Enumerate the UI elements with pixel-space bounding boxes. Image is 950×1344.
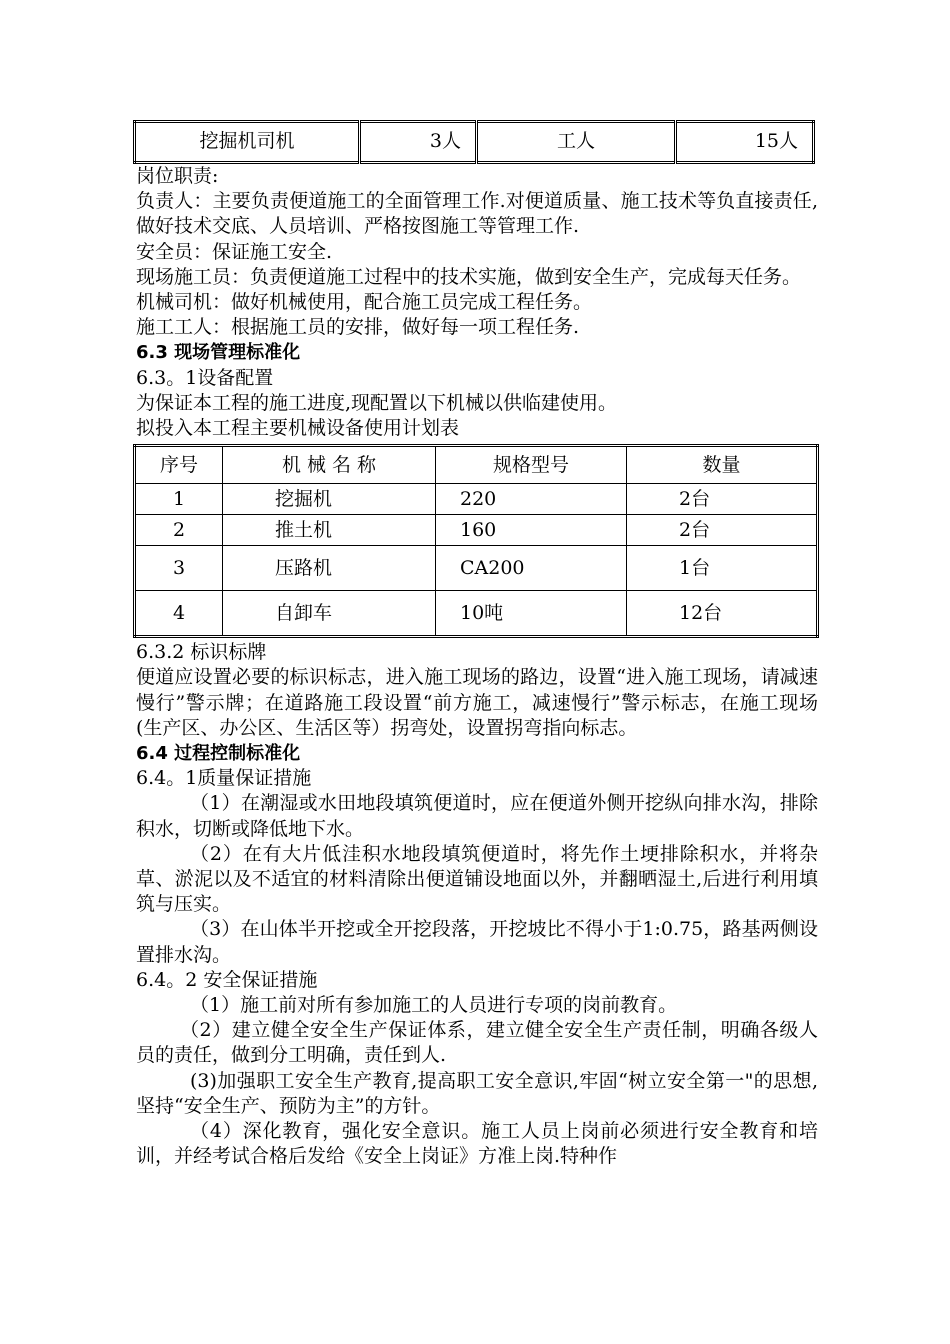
quality-measure: （1）在潮湿或水田地段填筑便道时，应在便道外侧开挖纵向排水沟，排除积水，切断或降低地下水。 (136, 792, 818, 840)
section-heading: 6.4 过程控制标准化 (136, 743, 301, 765)
table-cell: 1 (135, 484, 223, 515)
table-cell: 220 (436, 484, 627, 515)
table-header: 数量 (627, 446, 818, 484)
table-cell: 15人 (676, 122, 814, 163)
table-cell: 3人 (360, 122, 477, 163)
paragraph: 为保证本工程的施工进度,现配置以下机械以供临建使用。 (136, 391, 618, 414)
safety-measure: (3)加强职工安全生产教育,提高职工安全意识,牢固“树立安全第一"的思想,坚持“安全生产、预防为主”的方针。 (136, 1069, 818, 1117)
table-header-row (135, 446, 818, 484)
table-cell: 挖掘机司机 (135, 122, 360, 163)
table-cell: 2 (135, 515, 223, 546)
table-cell: 压路机 (223, 546, 436, 591)
quality-measure: （2）在有大片低洼积水地段填筑便道时，将先作土埂排除积水，并将杂草、淤泥以及不适宜的材料清除出便道铺设地面以外，并翻晒湿土,后进行利用填筑与压实。 (136, 842, 818, 916)
duty-item: 施工工人：根据施工员的安排，做好每一项工程任务. (136, 316, 580, 339)
document-page (136, 120, 818, 1170)
equipment-table (133, 444, 819, 638)
safety-measure: （1）施工前对所有参加施工的人员进行专项的岗前教育。 (190, 994, 678, 1017)
table-row (135, 591, 818, 637)
table-row (135, 515, 818, 546)
subsection-heading: 6.3。1设备配置 (136, 366, 274, 389)
duty-item: 安全员：保证施工安全. (136, 240, 333, 263)
safety-measure: （2）建立健全安全生产保证体系，建立健全安全生产责任制，明确各级人员的责任，做到分工明确，责任到人. (136, 1019, 818, 1067)
table-cell: 2台 (627, 484, 818, 515)
section-heading: 6.3 现场管理标准化 (136, 342, 301, 364)
table-cell: 自卸车 (223, 591, 436, 637)
table-header: 序号 (135, 446, 223, 484)
table-cell: 12台 (627, 591, 818, 637)
table-cell: 160 (436, 515, 627, 546)
table-header: 规格型号 (436, 446, 627, 484)
table-header: 机 械 名 称 (223, 446, 436, 484)
table-cell: 挖掘机 (223, 484, 436, 515)
table-cell: 3 (135, 546, 223, 591)
duty-item: 负责人：主要负责便道施工的全面管理工作.对便道质量、施工技术等负直接责任,做好技术交底、人员培训、严格按图施工等管理工作. (136, 190, 818, 238)
table-cell: 4 (135, 591, 223, 637)
table-cell: 推土机 (223, 515, 436, 546)
duty-item: 机械司机：做好机械使用，配合施工员完成工程任务。 (136, 291, 593, 314)
subsection-heading: 6.3.2 标识标牌 (136, 641, 267, 664)
safety-measure: （4）深化教育，强化安全意识。施工人员上岗前必须进行安全教育和培训，并经考试合格后发给《安全上岗证》方准上岗.特种作 (136, 1120, 818, 1168)
staff-table (133, 120, 815, 164)
table-cell: 10吨 (436, 591, 627, 637)
table-row (135, 122, 814, 163)
duty-item: 现场施工员：负责便道施工过程中的技术实施，做到安全生产，完成每天任务。 (136, 265, 802, 288)
table-cell: 2台 (627, 515, 818, 546)
table-row (135, 484, 818, 515)
table-row (135, 546, 818, 591)
table-cell: 工人 (477, 122, 676, 163)
paragraph: 便道应设置必要的标识标志，进入施工现场的路边，设置“进入施工现场，请减速慢行”警示牌；在道路施工段设置“前方施工，减速慢行”警示标志，在施工现场(生产区、办公区、生活区等）拐弯处，设置拐弯指向标志。 (136, 666, 818, 739)
table-caption: 拟投入本工程主要机械设备使用计划表 (136, 417, 460, 440)
table-cell: 1台 (627, 546, 818, 591)
subsection-heading: 6.4。2 安全保证措施 (136, 968, 318, 991)
table-cell: CA200 (436, 546, 627, 591)
subsection-heading: 6.4。1质量保证措施 (136, 767, 312, 790)
quality-measure: （3）在山体半开挖或全开挖段落，开挖坡比不得小于1:0.75，路基两侧设置排水沟。 (136, 918, 818, 966)
duties-title: 岗位职责: (136, 165, 219, 187)
